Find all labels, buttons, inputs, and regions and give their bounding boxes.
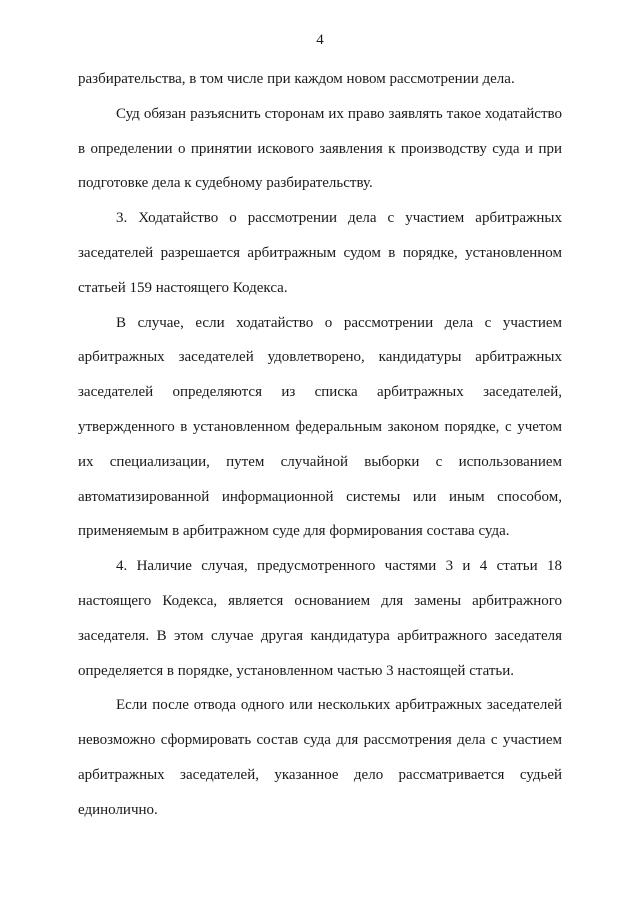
paragraph-item-4: 4. Наличие случая, предусмотренного частями 3 и 4 статьи 18 настоящего Кодекса, является основанием для замены арбитражного заседателя. В этом случае другая кандидатура арбитражного заседателя определяется в порядке, установленном частью 3 настоящей статьи.: [78, 558, 562, 679]
paragraph-item-3: 3. Ходатайство о рассмотрении дела с участием арбитражных заседателей разрешается арбитражным судом в порядке, установленном статьей 159 настоящего Кодекса.: [78, 210, 562, 296]
page-number: 4: [316, 32, 324, 48]
paragraph-sole-judge: Если после отвода одного или нескольких арбитражных заседателей невозможно сформировать состав суда для рассмотрения дела с участием арбитражных заседателей, указанное дело рассматривается судьей единолично.: [78, 697, 562, 818]
document-body: [78, 62, 562, 828]
paragraph-continuation: разбирательства, в том числе при каждом новом рассмотрении дела.: [78, 71, 515, 87]
paragraph-candidates-selection: В случае, если ходатайство о рассмотрении дела с участием арбитражных заседателей удовлетворено, кандидатуры арбитражных заседателей определяются из списка арбитражных заседателей, утвержденного в установленном федеральным законом порядке, с учетом их специализации, путем случайной выборки с использованием автоматизированной информационной системы или иным способом, применяемым в арбитражном суде для формирования состава суда.: [78, 314, 562, 540]
paragraph-court-duty: Суд обязан разъяснить сторонам их право заявлять такое ходатайство в определении о принятии искового заявления к производству суда и при подготовке дела к судебному разбирательству.: [78, 105, 562, 192]
